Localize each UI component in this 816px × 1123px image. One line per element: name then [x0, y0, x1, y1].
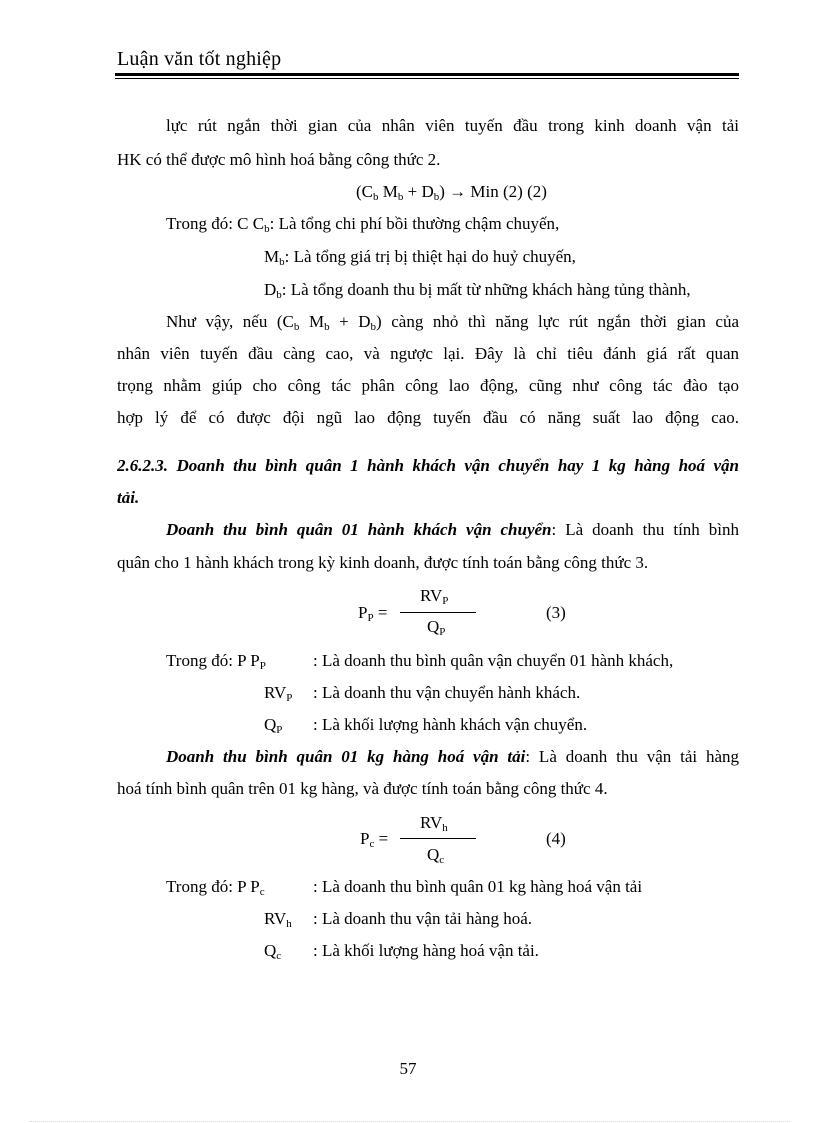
formula4-denominator: $Q_c$ — [427, 845, 445, 866]
header-title: Luận văn tốt nghiệp — [117, 48, 282, 70]
where-cb: Trong đó: C $C_b$: Là tổng chi phí bồi thường chậm chuyến, — [166, 214, 560, 235]
where-db: $D_b$: Là tổng doanh thu bị mất từ những khách hàng tủng thành, — [264, 280, 691, 301]
page-number: 57 — [399, 1059, 417, 1078]
para2-line2: nhân viên tuyến đầu càng cao, và ngược lại. Đây là chỉ tiêu đánh giá rất quan — [117, 344, 739, 363]
where-qp: $Q_P$ — [264, 715, 283, 736]
formula3-fraction-bar — [400, 612, 476, 613]
where-pp: Trong đó: P $P_P$ — [166, 651, 266, 672]
formula3-denominator: $Q_P$ — [427, 617, 446, 638]
formula4-label: (4) — [546, 829, 566, 848]
where-rvh-desc: : Là doanh thu vận tải hàng hoá. — [313, 909, 533, 928]
formula3-label: (3) — [546, 603, 566, 622]
formula4-fraction-bar — [400, 838, 476, 839]
where-qc: $Q_c$ — [264, 941, 282, 962]
where-pp-desc: : Là doanh thu bình quân vận chuyển 01 hành khách, — [313, 651, 674, 670]
where-mb: $M_b$: Là tổng giá trị bị thiệt hại do huỷ chuyến, — [264, 247, 576, 268]
formula-2: ($C_b$ $M_b + D_b$) → Min (2) (2) — [356, 182, 547, 203]
para2-line3: trọng nhằm giúp cho công tác phân công lao động, cũng như công tác đào tạo — [117, 376, 739, 395]
where-pc-desc: : Là doanh thu bình quân 01 kg hàng hoá vận tải — [313, 877, 643, 896]
formula4-numerator: $RV_h$ — [420, 813, 448, 834]
para2-line1: Như vậy, nếu ($C_b$ $M_b + D_b$) càng nhỏ thì năng lực rút ngắn thời gian của — [166, 312, 739, 333]
para4-line2: hoá tính bình quân trên 01 kg hàng, và được tính toán bằng công thức 4. — [117, 779, 608, 798]
where-rvp-desc: : Là doanh thu vận chuyển hành khách. — [313, 683, 581, 702]
para1-line2: HK có thể được mô hình hoá bằng công thức 2. — [117, 150, 441, 169]
section-heading-line2: tải. — [117, 488, 140, 507]
para4-line1: Doanh thu bình quân 01 kg hàng hoá vận tải: Là doanh thu vận tải hàng — [166, 747, 739, 766]
formula4-lhs: $P_c$ = — [360, 829, 389, 850]
header-rule-thin — [115, 78, 739, 79]
where-pc: Trong đó: P $P_c$ — [166, 877, 265, 898]
where-qp-desc: : Là khối lượng hành khách vận chuyển. — [313, 715, 588, 734]
formula3-numerator: $RV_P$ — [420, 586, 449, 607]
where-qc-desc: : Là khối lượng hàng hoá vận tải. — [313, 941, 539, 960]
para1-line1: lực rút ngắn thời gian của nhân viên tuyến đầu trong kinh doanh vận tải — [166, 116, 739, 135]
para3-line1: Doanh thu bình quân 01 hành khách vận chuyển: Là doanh thu tính bình — [166, 520, 739, 539]
header-rule — [115, 73, 739, 76]
section-heading-line1: 2.6.2.3. Doanh thu bình quân 1 hành khách vận chuyển hay 1 kg hàng hoá vận — [117, 456, 739, 475]
para3-line2: quân cho 1 hành khách trong kỳ kinh doanh, được tính toán bằng công thức 3. — [117, 553, 649, 572]
where-rvp: $RV_P$ — [264, 683, 293, 704]
formula3-lhs: $P_P$ = — [358, 603, 388, 624]
para2-line4: hợp lý để có được đội ngũ lao động tuyến đầu có năng suất lao động cao. — [117, 408, 739, 427]
page-bottom-border — [30, 1121, 790, 1122]
where-rvh: $RV_h$ — [264, 909, 292, 930]
